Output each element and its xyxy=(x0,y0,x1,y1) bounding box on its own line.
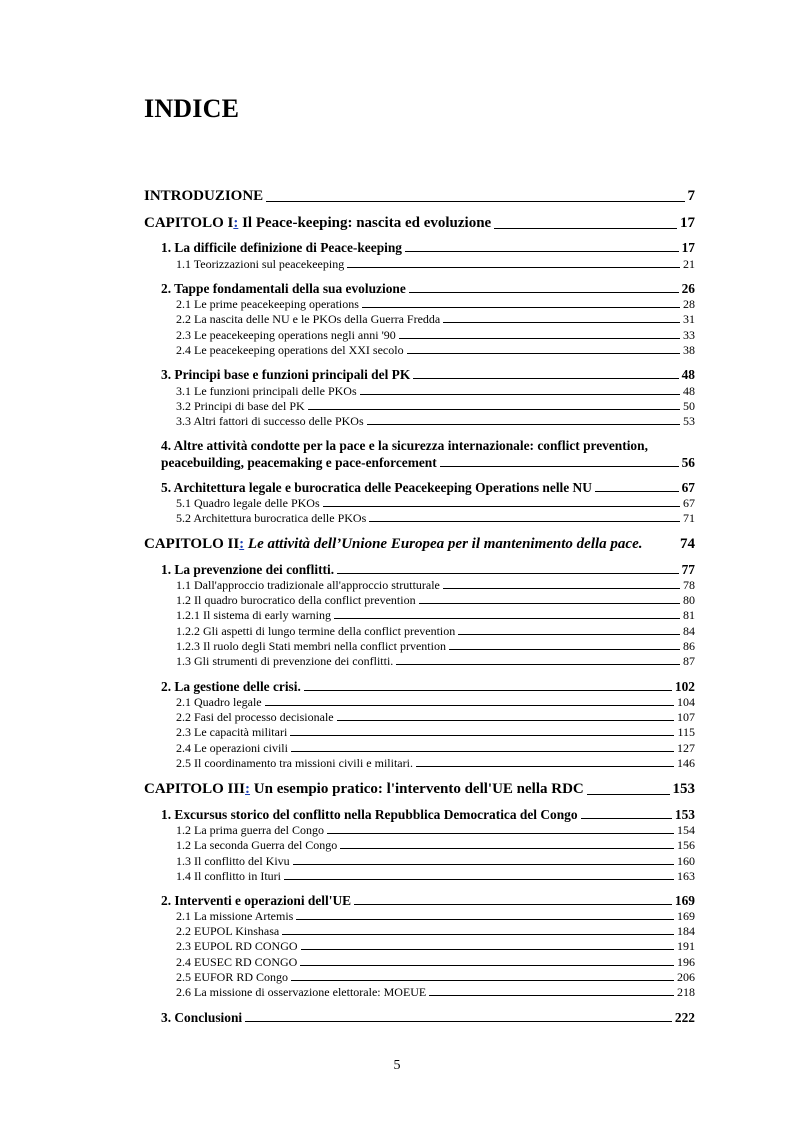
toc-entry[interactable]: 5.1 Quadro legale delle PKOs 67 xyxy=(176,496,695,510)
toc-entry[interactable]: 2.6 La missione di osservazione elettorale: MOEUE 218 xyxy=(176,985,695,999)
toc-entry-line[interactable]: 4. Altre attività condotte per la pace e la sicurezza internazionale: conflict prevention, xyxy=(161,438,648,453)
toc-entry[interactable]: 5.2 Architettura burocratica delle PKOs 71 xyxy=(176,511,695,525)
toc-entry[interactable]: 2. La gestione delle crisi. 102 xyxy=(161,679,695,694)
toc-entry[interactable]: 3.3 Altri fattori di successo delle PKOs 53 xyxy=(176,414,695,428)
toc-entry[interactable]: 2. Tappe fondamentali della sua evoluzione 26 xyxy=(161,281,695,296)
chapter-link[interactable]: : xyxy=(233,215,239,231)
toc-entry[interactable]: 2.4 EUSEC RD CONGO 196 xyxy=(176,955,695,969)
chapter-link[interactable]: : xyxy=(239,536,245,552)
toc-entry[interactable]: 1. La difficile definizione di Peace-keeping 17 xyxy=(161,240,695,255)
toc-entry[interactable]: 3.2 Principi di base del PK 50 xyxy=(176,399,695,413)
toc-entry[interactable]: 2.5 Il coordinamento tra missioni civili e militari. 146 xyxy=(176,756,695,770)
toc-entry[interactable]: peacebuilding, peacemaking e pace-enforcement 56 xyxy=(161,455,695,470)
toc-entry[interactable]: 1. Excursus storico del conflitto nella Repubblica Democratica del Congo 153 xyxy=(161,807,695,822)
toc-entry[interactable]: 2.1 Quadro legale 104 xyxy=(176,695,695,709)
toc-entry[interactable]: 2.4 Le operazioni civili 127 xyxy=(176,741,695,755)
toc-entry[interactable]: 1.3 Il conflitto del Kivu 160 xyxy=(176,854,695,868)
toc-entry[interactable]: 3. Principi base e funzioni principali del PK 48 xyxy=(161,367,695,382)
toc-entry[interactable]: 2.1 La missione Artemis 169 xyxy=(176,909,695,923)
toc-entry[interactable]: 3.1 Le funzioni principali delle PKOs 48 xyxy=(176,384,695,398)
toc-entry[interactable]: 1.2.1 Il sistema di early warning 81 xyxy=(176,608,695,622)
toc-entry[interactable]: 1.4 Il conflitto in Ituri 163 xyxy=(176,869,695,883)
toc-entry-capitolo-2[interactable]: CAPITOLO II: Le attività dell’Unione Europea per il mantenimento della pace. 74 xyxy=(144,536,695,552)
toc-entry[interactable]: 1.2.2 Gli aspetti di lungo termine della conflict prevention 84 xyxy=(176,624,695,638)
toc-entry[interactable]: 1.1 Teorizzazioni sul peacekeeping 21 xyxy=(176,257,695,271)
toc-entry[interactable]: 2.1 Le prime peacekeeping operations 28 xyxy=(176,297,695,311)
toc-entry[interactable]: 3. Conclusioni 222 xyxy=(161,1010,695,1025)
page-number: 5 xyxy=(393,1058,401,1073)
toc-entry[interactable]: 1.3 Gli strumenti di prevenzione dei conflitti. 87 xyxy=(176,654,695,668)
toc-entry[interactable]: 1.2 La seconda Guerra del Congo 156 xyxy=(176,838,695,852)
toc-entry[interactable]: 2.3 Le capacità militari 115 xyxy=(176,725,695,739)
toc-entry[interactable]: 1.2.3 Il ruolo degli Stati membri nella conflict prvention 86 xyxy=(176,639,695,653)
toc-entry[interactable]: 1.2 La prima guerra del Congo 154 xyxy=(176,823,695,837)
chapter-link[interactable]: : xyxy=(245,781,251,797)
toc-entry[interactable]: 2.4 Le peacekeeping operations del XXI secolo 38 xyxy=(176,343,695,357)
toc-entry[interactable]: 2. Interventi e operazioni dell'UE 169 xyxy=(161,893,695,908)
toc-entry[interactable]: 2.2 EUPOL Kinshasa 184 xyxy=(176,924,695,938)
toc-entry[interactable]: 2.3 EUPOL RD CONGO 191 xyxy=(176,939,695,953)
toc-entry[interactable]: 2.3 Le peacekeeping operations negli anni '90 33 xyxy=(176,328,695,342)
toc-entry[interactable]: 2.2 La nascita delle NU e le PKOs della Guerra Fredda 31 xyxy=(176,312,695,326)
toc-entry[interactable]: 5. Architettura legale e burocratica delle Peacekeeping Operations nelle NU 67 xyxy=(161,480,695,495)
toc-entry-capitolo-1[interactable]: CAPITOLO I: Il Peace-keeping: nascita ed evoluzione 17 xyxy=(144,215,695,231)
toc-entry[interactable]: 1.1 Dall'approccio tradizionale all'approccio strutturale 78 xyxy=(176,578,695,592)
toc-entry[interactable]: 2.2 Fasi del processo decisionale 107 xyxy=(176,710,695,724)
toc-entry-introduzione[interactable]: INTRODUZIONE 7 xyxy=(144,188,695,204)
page-title: INDICE xyxy=(144,94,240,123)
toc-entry[interactable]: 2.5 EUFOR RD Congo 206 xyxy=(176,970,695,984)
toc-entry[interactable]: 1. La prevenzione dei conflitti. 77 xyxy=(161,562,695,577)
toc-entry-capitolo-3[interactable]: CAPITOLO III: Un esempio pratico: l'intervento dell'UE nella RDC 153 xyxy=(144,781,695,797)
toc-entry[interactable]: 1.2 Il quadro burocratico della conflict prevention 80 xyxy=(176,593,695,607)
